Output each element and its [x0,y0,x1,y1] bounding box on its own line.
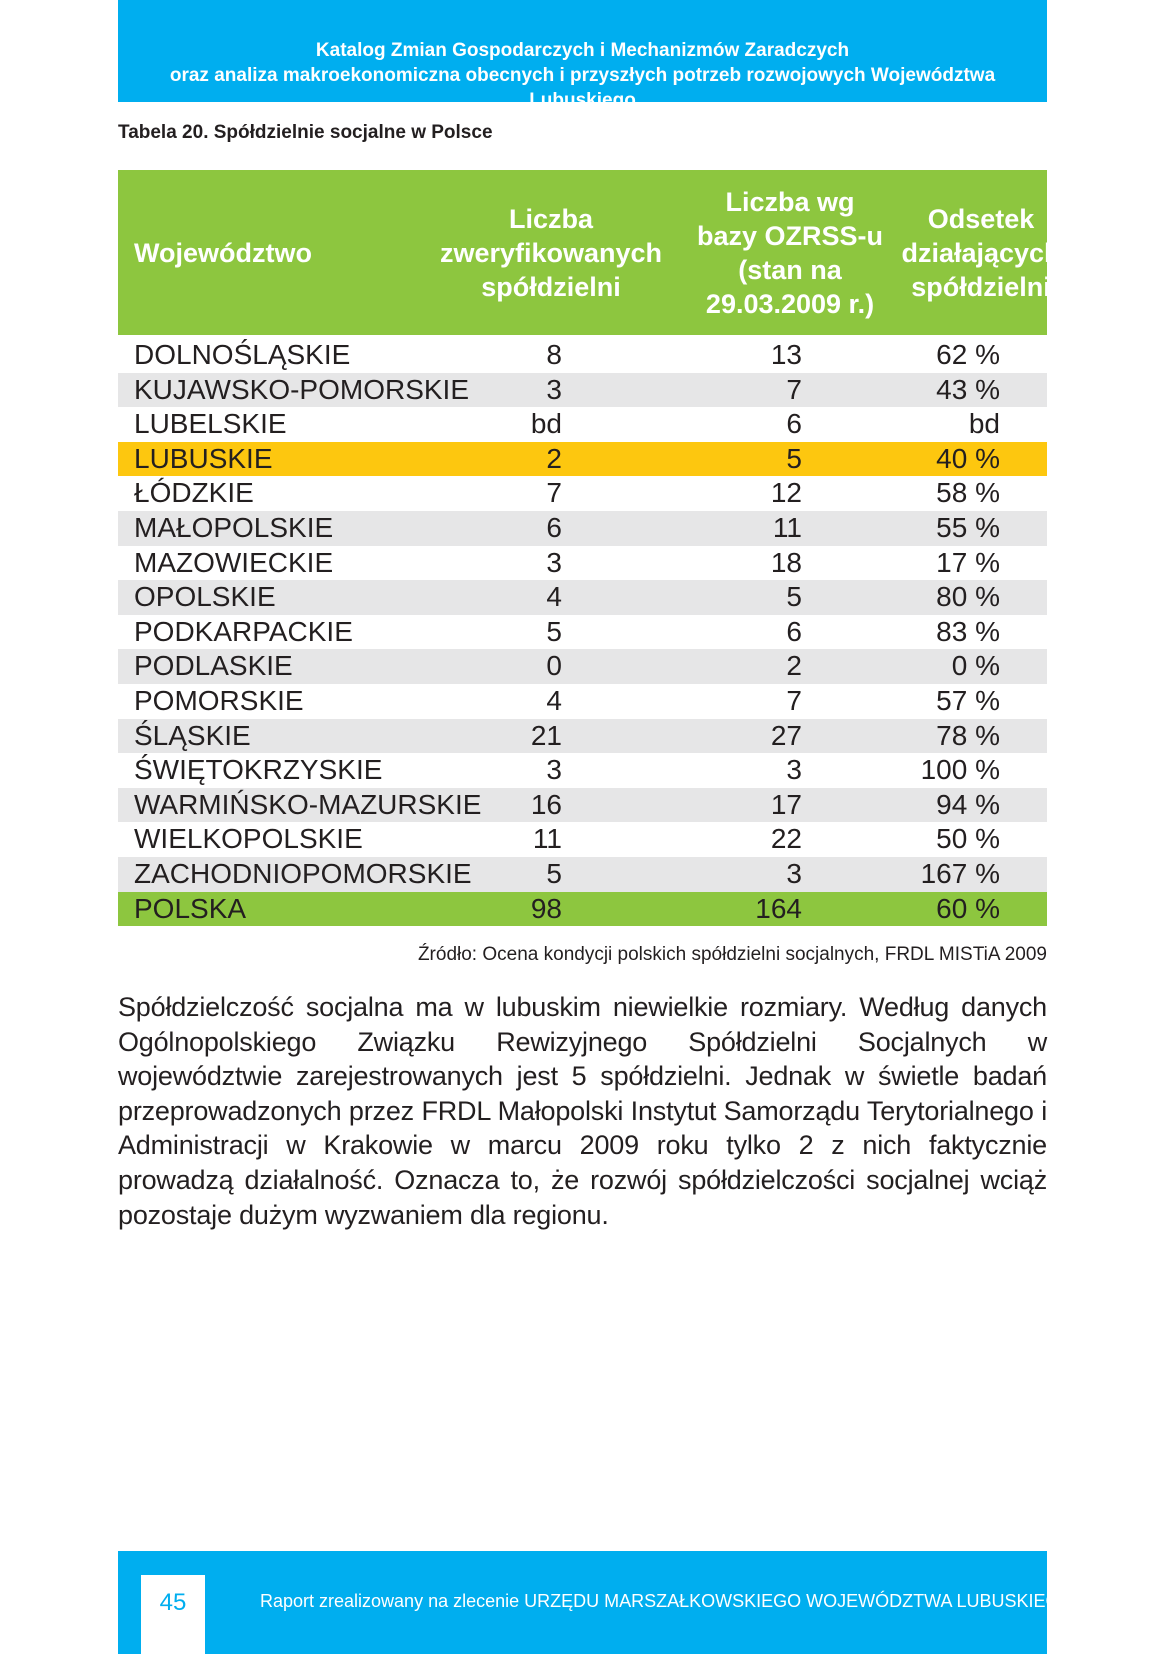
row-ozrss-count: 12 [770,477,802,509]
table-row [118,476,1047,511]
row-active-percent: 83 % [936,615,1000,647]
row-ozrss-count: 22 [770,823,802,855]
row-verified-count: 3 [546,754,562,786]
row-ozrss-count: 164 [755,892,802,924]
table-row [118,788,1047,823]
row-active-percent: 167 % [920,857,1000,889]
row-verified-count: 98 [530,892,562,924]
table-row [118,857,1047,892]
row-name: ZACHODNIOPOMORSKIE [134,857,472,889]
row-verified-count: 16 [530,788,562,820]
row-verified-count: 7 [546,477,562,509]
row-name: KUJAWSKO-POMORSKIE [134,373,470,405]
row-verified-count: bd [530,408,562,440]
table-row [118,373,1047,408]
row-active-percent: 57 % [936,684,1000,716]
column-header-wojewodztwo: Województwo [134,237,312,268]
row-active-percent: 100 % [920,754,1000,786]
table-row [118,580,1047,615]
row-ozrss-count: 5 [786,581,802,613]
row-name: POMORSKIE [134,684,304,716]
row-verified-count: 8 [546,339,562,370]
row-verified-count: 6 [546,511,562,543]
row-ozrss-count: 3 [786,857,802,889]
row-active-percent: 94 % [936,788,1000,820]
row-name: WIELKOPOLSKIE [134,823,363,855]
table-source: Źródło: Ocena kondycji polskich spółdzielni socjalnych, FRDL MISTiA 2009 [417,944,1047,965]
row-active-percent: 40 % [936,442,1000,474]
row-ozrss-count: 13 [770,339,802,370]
row-active-percent: 80 % [936,581,1000,613]
row-name: MAZOWIECKIE [134,546,334,578]
row-active-percent: 50 % [936,823,1000,855]
row-active-percent: 43 % [936,373,1000,405]
row-active-percent: 60 % [936,892,1000,924]
header-title-line2: oraz analiza makroekonomiczna obecnych i przyszłych potrzeb rozwojowych Województwa Lubuskiego [169,65,996,111]
row-name: LUBUSKIE [134,442,273,474]
row-verified-count: 2 [546,442,562,474]
table-row [118,407,1047,442]
row-ozrss-count: 6 [786,408,802,440]
table-row [118,511,1047,546]
row-verified-count: 3 [546,373,562,405]
row-active-percent: 55 % [936,511,1000,543]
row-name: POLSKA [134,892,247,924]
row-name: WARMIŃSKO-MAZURSKIE [134,788,482,820]
column-header-active-percent: Odsetek działających spółdzielni [901,203,1061,302]
row-name: DOLNOŚLĄSKIE [134,339,351,370]
row-active-percent: 17 % [936,546,1000,578]
page-number: 45 [141,1575,205,1654]
row-ozrss-count: 2 [786,650,802,682]
body-paragraph: Spółdzielczość socjalna ma w lubuskim niewielkie rozmiary. Według danych Ogólnopolskiego Związku Rewizyjnego Spółdzielni Socjalnych w województwie zarejestrowanych jest 5 spółdzielni. Jednak w świetle badań przeprowadzonych przez FRDL Małopolski Instytut Samorządu Terytorialnego i Administracji w Krakowie w marcu 2009 roku tylko 2 z nich faktycznie prowadzą działalność. Oznacza to, że rozwój spółdzielczości socjalnej wciąż pozostaje dużym wyzwaniem dla regionu. [118,992,1047,1230]
table-caption: Tabela 20. Spółdzielnie socjalne w Polsce [118,122,493,143]
table-body [118,338,1047,926]
table-row [118,684,1047,719]
row-ozrss-count: 7 [786,684,802,716]
row-verified-count: 11 [532,823,562,855]
row-ozrss-count: 3 [786,754,802,786]
row-name: ŁÓDZKIE [134,477,254,509]
table-row [118,753,1047,788]
row-verified-count: 4 [546,684,562,716]
row-ozrss-count: 6 [786,615,802,647]
table-row [118,442,1047,477]
table-row [118,615,1047,650]
table-row [118,649,1047,684]
header-title-line1: Katalog Zmian Gospodarczych i Mechanizmów Zaradczych [315,40,850,61]
row-name: ŚWIĘTOKRZYSKIE [134,754,383,786]
table-row [118,719,1047,754]
row-name: ŚLĄSKIE [134,719,251,751]
row-verified-count: 4 [546,581,562,613]
row-name: PODKARPACKIE [134,615,353,647]
row-verified-count: 21 [530,719,562,751]
row-ozrss-count: 27 [770,719,802,751]
row-verified-count: 0 [546,650,562,682]
row-ozrss-count: 7 [786,373,802,405]
row-ozrss-count: 11 [772,511,802,543]
row-active-percent: bd [968,408,1000,440]
row-ozrss-count: 18 [770,546,802,578]
row-active-percent: 78 % [936,719,1000,751]
row-name: OPOLSKIE [134,581,276,613]
row-active-percent: 0 % [951,650,1000,682]
row-name: PODLASKIE [134,650,293,682]
column-header-ozrss-count: Liczba wg bazy OZRSS-u (stan na 29.03.2009 r.) [696,186,884,319]
row-verified-count: 3 [546,546,562,578]
table-row [118,822,1047,857]
row-active-percent: 62 % [936,339,1000,370]
row-verified-count: 5 [546,857,562,889]
page-header [118,0,1047,111]
column-header-verified-count: Liczba zweryfikowanych spółdzielni [439,203,663,302]
table-total-row [118,892,1047,927]
row-ozrss-count: 17 [770,788,802,820]
row-name: MAŁOPOLSKIE [134,511,334,543]
table-header [118,170,1061,335]
table-row [118,546,1047,581]
row-name: LUBELSKIE [134,408,287,440]
table-row [118,338,1047,373]
footer-text: Raport zrealizowany na zlecenie URZĘDU MARSZAŁKOWSKIEGO WOJEWÓDZTWA LUBUSKIEGO [260,1591,1074,1611]
row-ozrss-count: 5 [786,442,802,474]
row-active-percent: 58 % [936,477,1000,509]
row-verified-count: 5 [546,615,562,647]
